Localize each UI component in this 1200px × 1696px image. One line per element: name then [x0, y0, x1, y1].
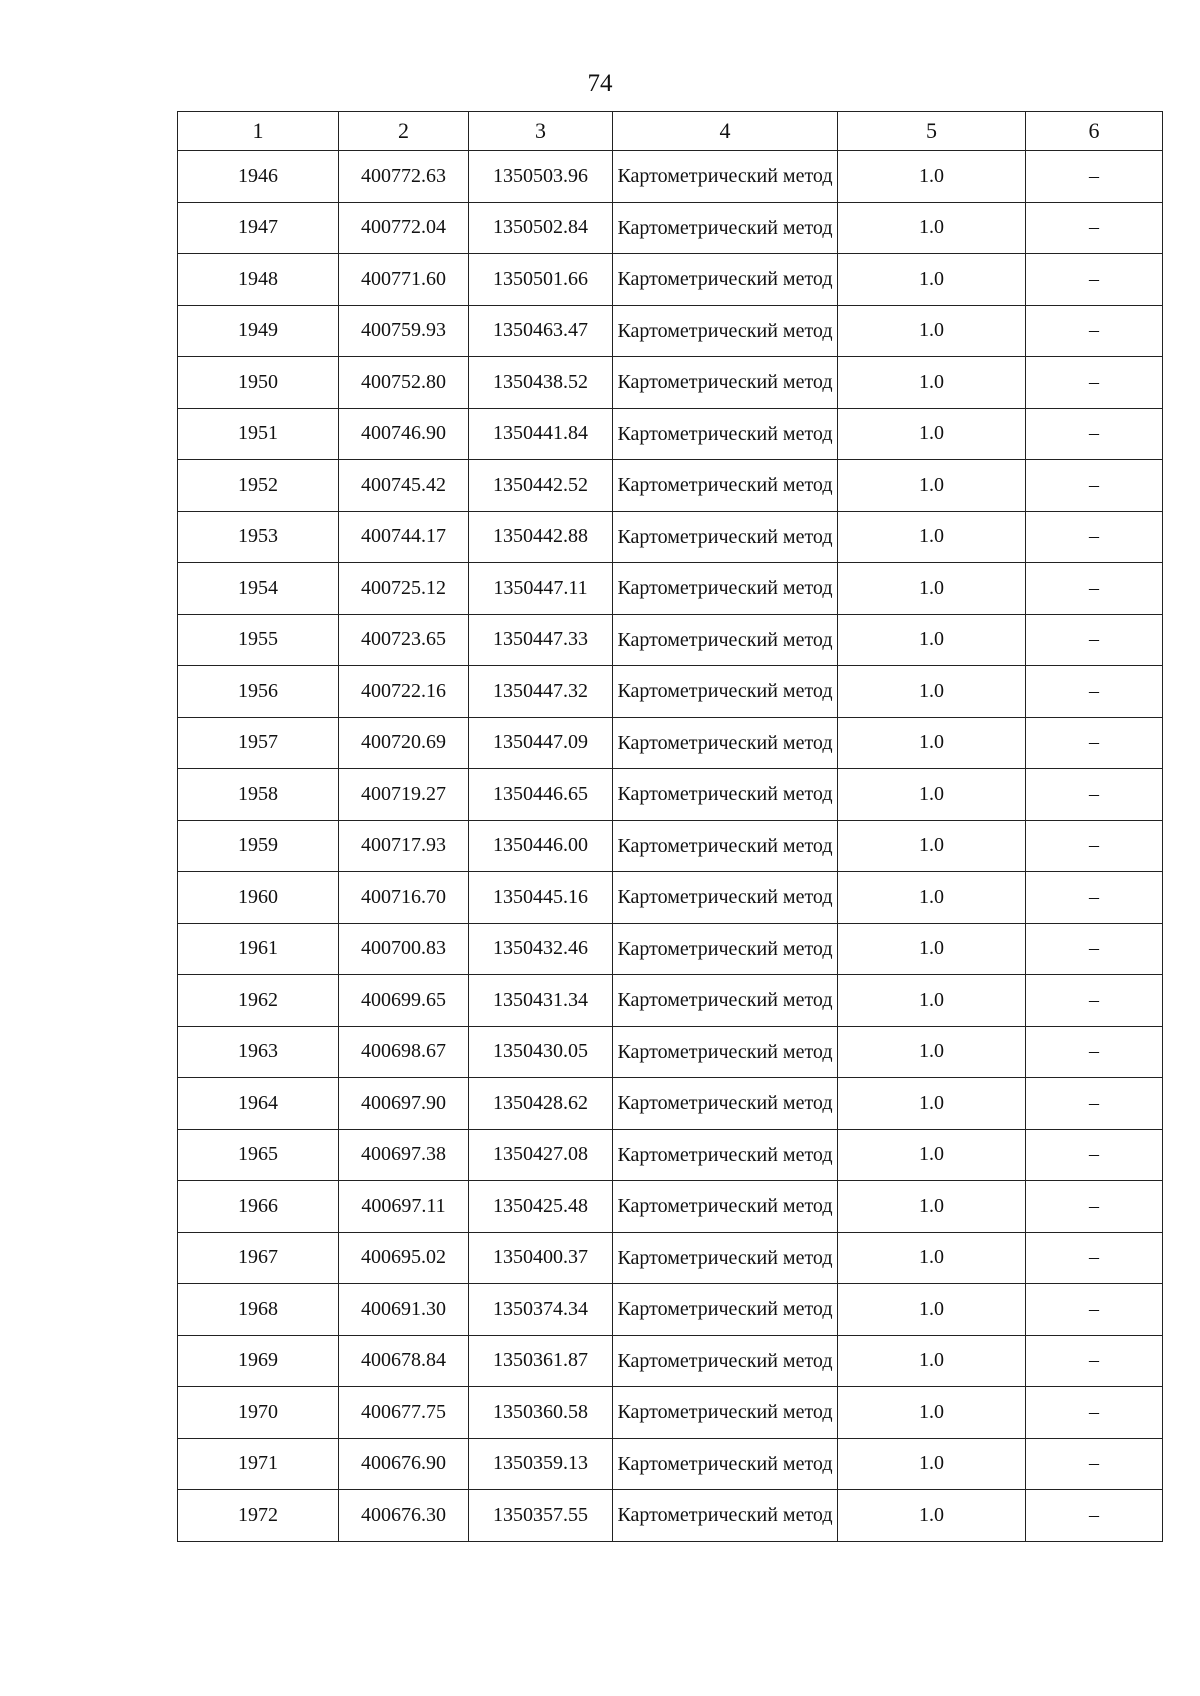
- point-number-cell: 1964: [178, 1078, 339, 1130]
- method-cell: Картометрический метод: [613, 202, 838, 254]
- table-row: [178, 305, 1163, 357]
- point-number-cell: 1951: [178, 408, 339, 460]
- accuracy-cell: 1.0: [838, 1026, 1026, 1078]
- method-cell: Картометрический метод: [613, 1078, 838, 1130]
- y-coordinate-cell: 1350431.34: [469, 975, 613, 1027]
- x-coordinate-cell: 400723.65: [339, 614, 469, 666]
- table-row: [178, 1335, 1163, 1387]
- table-row: [178, 1490, 1163, 1542]
- point-number-cell: 1948: [178, 254, 339, 306]
- note-cell: –: [1026, 1335, 1163, 1387]
- table-row: [178, 1284, 1163, 1336]
- y-coordinate-cell: 1350428.62: [469, 1078, 613, 1130]
- table-row: [178, 1387, 1163, 1439]
- method-cell: Картометрический метод: [613, 305, 838, 357]
- accuracy-cell: 1.0: [838, 254, 1026, 306]
- accuracy-cell: 1.0: [838, 1490, 1026, 1542]
- point-number-cell: 1957: [178, 717, 339, 769]
- point-number-cell: 1947: [178, 202, 339, 254]
- x-coordinate-cell: 400691.30: [339, 1284, 469, 1336]
- x-coordinate-cell: 400697.38: [339, 1129, 469, 1181]
- y-coordinate-cell: 1350430.05: [469, 1026, 613, 1078]
- method-cell: Картометрический метод: [613, 511, 838, 563]
- x-coordinate-cell: 400677.75: [339, 1387, 469, 1439]
- table-row: [178, 1078, 1163, 1130]
- note-cell: –: [1026, 666, 1163, 718]
- accuracy-cell: 1.0: [838, 202, 1026, 254]
- point-number-cell: 1956: [178, 666, 339, 718]
- point-number-cell: 1960: [178, 872, 339, 924]
- x-coordinate-cell: 400745.42: [339, 460, 469, 512]
- method-cell: Картометрический метод: [613, 357, 838, 409]
- note-cell: –: [1026, 1078, 1163, 1130]
- point-number-cell: 1963: [178, 1026, 339, 1078]
- x-coordinate-cell: 400697.90: [339, 1078, 469, 1130]
- note-cell: –: [1026, 1026, 1163, 1078]
- method-cell: Картометрический метод: [613, 1284, 838, 1336]
- y-coordinate-cell: 1350359.13: [469, 1438, 613, 1490]
- table-row: [178, 820, 1163, 872]
- accuracy-cell: 1.0: [838, 1284, 1026, 1336]
- x-coordinate-cell: 400752.80: [339, 357, 469, 409]
- accuracy-cell: 1.0: [838, 923, 1026, 975]
- accuracy-cell: 1.0: [838, 872, 1026, 924]
- y-coordinate-cell: 1350447.32: [469, 666, 613, 718]
- x-coordinate-cell: 400700.83: [339, 923, 469, 975]
- accuracy-cell: 1.0: [838, 1129, 1026, 1181]
- x-coordinate-cell: 400695.02: [339, 1232, 469, 1284]
- note-cell: –: [1026, 1232, 1163, 1284]
- accuracy-cell: 1.0: [838, 1181, 1026, 1233]
- note-cell: –: [1026, 1438, 1163, 1490]
- table-row: [178, 254, 1163, 306]
- x-coordinate-cell: 400722.16: [339, 666, 469, 718]
- x-coordinate-cell: 400746.90: [339, 408, 469, 460]
- table-row: [178, 1181, 1163, 1233]
- accuracy-cell: 1.0: [838, 1387, 1026, 1439]
- method-cell: Картометрический метод: [613, 975, 838, 1027]
- y-coordinate-cell: 1350374.34: [469, 1284, 613, 1336]
- table-row: [178, 511, 1163, 563]
- table-row: [178, 1129, 1163, 1181]
- accuracy-cell: 1.0: [838, 305, 1026, 357]
- y-coordinate-cell: 1350360.58: [469, 1387, 613, 1439]
- accuracy-cell: 1.0: [838, 460, 1026, 512]
- table-row: [178, 666, 1163, 718]
- method-cell: Картометрический метод: [613, 614, 838, 666]
- accuracy-cell: 1.0: [838, 408, 1026, 460]
- note-cell: –: [1026, 151, 1163, 203]
- y-coordinate-cell: 1350432.46: [469, 923, 613, 975]
- y-coordinate-cell: 1350503.96: [469, 151, 613, 203]
- x-coordinate-cell: 400771.60: [339, 254, 469, 306]
- column-header-3: 3: [469, 112, 613, 151]
- method-cell: Картометрический метод: [613, 1387, 838, 1439]
- coordinates-table: [177, 111, 1163, 1542]
- point-number-cell: 1968: [178, 1284, 339, 1336]
- point-number-cell: 1967: [178, 1232, 339, 1284]
- note-cell: –: [1026, 1284, 1163, 1336]
- x-coordinate-cell: 400698.67: [339, 1026, 469, 1078]
- table-row: [178, 769, 1163, 821]
- note-cell: –: [1026, 1129, 1163, 1181]
- method-cell: Картометрический метод: [613, 872, 838, 924]
- point-number-cell: 1965: [178, 1129, 339, 1181]
- table-row: [178, 202, 1163, 254]
- x-coordinate-cell: 400719.27: [339, 769, 469, 821]
- y-coordinate-cell: 1350501.66: [469, 254, 613, 306]
- method-cell: Картометрический метод: [613, 666, 838, 718]
- point-number-cell: 1962: [178, 975, 339, 1027]
- y-coordinate-cell: 1350442.88: [469, 511, 613, 563]
- table-row: [178, 975, 1163, 1027]
- point-number-cell: 1953: [178, 511, 339, 563]
- note-cell: –: [1026, 563, 1163, 615]
- point-number-cell: 1966: [178, 1181, 339, 1233]
- table-row: [178, 717, 1163, 769]
- table-row: [178, 1026, 1163, 1078]
- y-coordinate-cell: 1350502.84: [469, 202, 613, 254]
- method-cell: Картометрический метод: [613, 923, 838, 975]
- y-coordinate-cell: 1350447.09: [469, 717, 613, 769]
- note-cell: –: [1026, 305, 1163, 357]
- accuracy-cell: 1.0: [838, 769, 1026, 821]
- y-coordinate-cell: 1350438.52: [469, 357, 613, 409]
- note-cell: –: [1026, 254, 1163, 306]
- x-coordinate-cell: 400676.30: [339, 1490, 469, 1542]
- y-coordinate-cell: 1350442.52: [469, 460, 613, 512]
- note-cell: –: [1026, 511, 1163, 563]
- x-coordinate-cell: 400744.17: [339, 511, 469, 563]
- x-coordinate-cell: 400725.12: [339, 563, 469, 615]
- accuracy-cell: 1.0: [838, 1335, 1026, 1387]
- table-row: [178, 1232, 1163, 1284]
- method-cell: Картометрический метод: [613, 1129, 838, 1181]
- y-coordinate-cell: 1350400.37: [469, 1232, 613, 1284]
- method-cell: Картометрический метод: [613, 460, 838, 512]
- point-number-cell: 1959: [178, 820, 339, 872]
- x-coordinate-cell: 400697.11: [339, 1181, 469, 1233]
- method-cell: Картометрический метод: [613, 1490, 838, 1542]
- column-header-5: 5: [838, 112, 1026, 151]
- accuracy-cell: 1.0: [838, 820, 1026, 872]
- point-number-cell: 1954: [178, 563, 339, 615]
- table-row: [178, 923, 1163, 975]
- column-header-1: 1: [178, 112, 339, 151]
- table-body: [178, 151, 1163, 1542]
- point-number-cell: 1970: [178, 1387, 339, 1439]
- method-cell: Картометрический метод: [613, 820, 838, 872]
- accuracy-cell: 1.0: [838, 666, 1026, 718]
- method-cell: Картометрический метод: [613, 563, 838, 615]
- point-number-cell: 1949: [178, 305, 339, 357]
- note-cell: –: [1026, 1387, 1163, 1439]
- point-number-cell: 1958: [178, 769, 339, 821]
- note-cell: –: [1026, 202, 1163, 254]
- point-number-cell: 1950: [178, 357, 339, 409]
- note-cell: –: [1026, 923, 1163, 975]
- table-header-row: [178, 112, 1163, 151]
- y-coordinate-cell: 1350447.11: [469, 563, 613, 615]
- x-coordinate-cell: 400678.84: [339, 1335, 469, 1387]
- note-cell: –: [1026, 769, 1163, 821]
- point-number-cell: 1971: [178, 1438, 339, 1490]
- column-header-4: 4: [613, 112, 838, 151]
- accuracy-cell: 1.0: [838, 563, 1026, 615]
- accuracy-cell: 1.0: [838, 357, 1026, 409]
- method-cell: Картометрический метод: [613, 151, 838, 203]
- accuracy-cell: 1.0: [838, 511, 1026, 563]
- accuracy-cell: 1.0: [838, 1438, 1026, 1490]
- y-coordinate-cell: 1350447.33: [469, 614, 613, 666]
- x-coordinate-cell: 400772.04: [339, 202, 469, 254]
- table-row: [178, 408, 1163, 460]
- table-row: [178, 872, 1163, 924]
- table-row: [178, 357, 1163, 409]
- point-number-cell: 1955: [178, 614, 339, 666]
- x-coordinate-cell: 400772.63: [339, 151, 469, 203]
- x-coordinate-cell: 400676.90: [339, 1438, 469, 1490]
- x-coordinate-cell: 400720.69: [339, 717, 469, 769]
- method-cell: Картометрический метод: [613, 1026, 838, 1078]
- table-row: [178, 1438, 1163, 1490]
- x-coordinate-cell: 400759.93: [339, 305, 469, 357]
- y-coordinate-cell: 1350361.87: [469, 1335, 613, 1387]
- note-cell: –: [1026, 614, 1163, 666]
- point-number-cell: 1952: [178, 460, 339, 512]
- accuracy-cell: 1.0: [838, 1078, 1026, 1130]
- note-cell: –: [1026, 975, 1163, 1027]
- column-header-6: 6: [1026, 112, 1163, 151]
- table-row: [178, 460, 1163, 512]
- note-cell: –: [1026, 460, 1163, 512]
- method-cell: Картометрический метод: [613, 769, 838, 821]
- method-cell: Картометрический метод: [613, 717, 838, 769]
- method-cell: Картометрический метод: [613, 408, 838, 460]
- y-coordinate-cell: 1350357.55: [469, 1490, 613, 1542]
- y-coordinate-cell: 1350427.08: [469, 1129, 613, 1181]
- note-cell: –: [1026, 820, 1163, 872]
- page-number: 74: [587, 70, 613, 97]
- table-row: [178, 151, 1163, 203]
- table-row: [178, 614, 1163, 666]
- point-number-cell: 1961: [178, 923, 339, 975]
- method-cell: Картометрический метод: [613, 1232, 838, 1284]
- y-coordinate-cell: 1350446.65: [469, 769, 613, 821]
- y-coordinate-cell: 1350463.47: [469, 305, 613, 357]
- point-number-cell: 1972: [178, 1490, 339, 1542]
- x-coordinate-cell: 400699.65: [339, 975, 469, 1027]
- method-cell: Картометрический метод: [613, 254, 838, 306]
- method-cell: Картометрический метод: [613, 1335, 838, 1387]
- point-number-cell: 1946: [178, 151, 339, 203]
- accuracy-cell: 1.0: [838, 614, 1026, 666]
- method-cell: Картометрический метод: [613, 1181, 838, 1233]
- y-coordinate-cell: 1350425.48: [469, 1181, 613, 1233]
- note-cell: –: [1026, 1181, 1163, 1233]
- y-coordinate-cell: 1350445.16: [469, 872, 613, 924]
- accuracy-cell: 1.0: [838, 1232, 1026, 1284]
- note-cell: –: [1026, 872, 1163, 924]
- accuracy-cell: 1.0: [838, 975, 1026, 1027]
- table-row: [178, 563, 1163, 615]
- method-cell: Картометрический метод: [613, 1438, 838, 1490]
- x-coordinate-cell: 400716.70: [339, 872, 469, 924]
- column-header-2: 2: [339, 112, 469, 151]
- y-coordinate-cell: 1350446.00: [469, 820, 613, 872]
- y-coordinate-cell: 1350441.84: [469, 408, 613, 460]
- x-coordinate-cell: 400717.93: [339, 820, 469, 872]
- accuracy-cell: 1.0: [838, 151, 1026, 203]
- note-cell: –: [1026, 1490, 1163, 1542]
- point-number-cell: 1969: [178, 1335, 339, 1387]
- note-cell: –: [1026, 717, 1163, 769]
- accuracy-cell: 1.0: [838, 717, 1026, 769]
- note-cell: –: [1026, 357, 1163, 409]
- note-cell: –: [1026, 408, 1163, 460]
